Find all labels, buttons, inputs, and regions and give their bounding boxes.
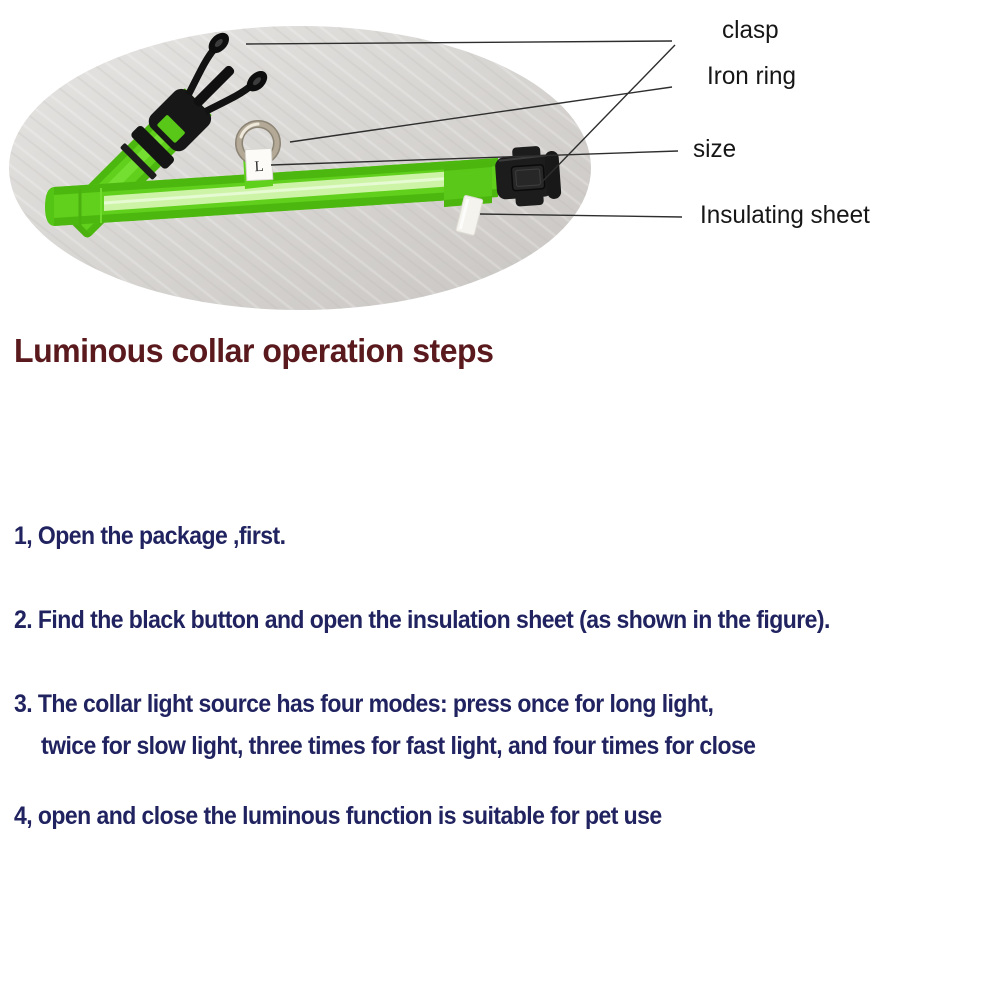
size-tag <box>245 148 273 180</box>
step-4: 4, open and close the luminous function is suitable for pet use <box>14 802 662 830</box>
step-3-line-2: twice for slow light, three times for fast light, and four times for close <box>41 732 756 760</box>
label-insulating-sheet: Insulating sheet <box>700 201 870 229</box>
step-3-line-1: 3. The collar light source has four modes: press once for long light, <box>14 690 714 718</box>
label-iron-ring: Iron ring <box>707 62 796 90</box>
collar-photo <box>0 0 1000 330</box>
size-tag-letter: L <box>254 158 265 176</box>
label-clasp: clasp <box>722 16 779 44</box>
label-size: size <box>693 135 737 163</box>
step-2: 2. Find the black button and open the insulation sheet (as shown in the figure). <box>14 606 830 634</box>
step-1: 1, Open the package ,first. <box>14 522 286 550</box>
page-title: Luminous collar operation steps <box>14 332 494 369</box>
